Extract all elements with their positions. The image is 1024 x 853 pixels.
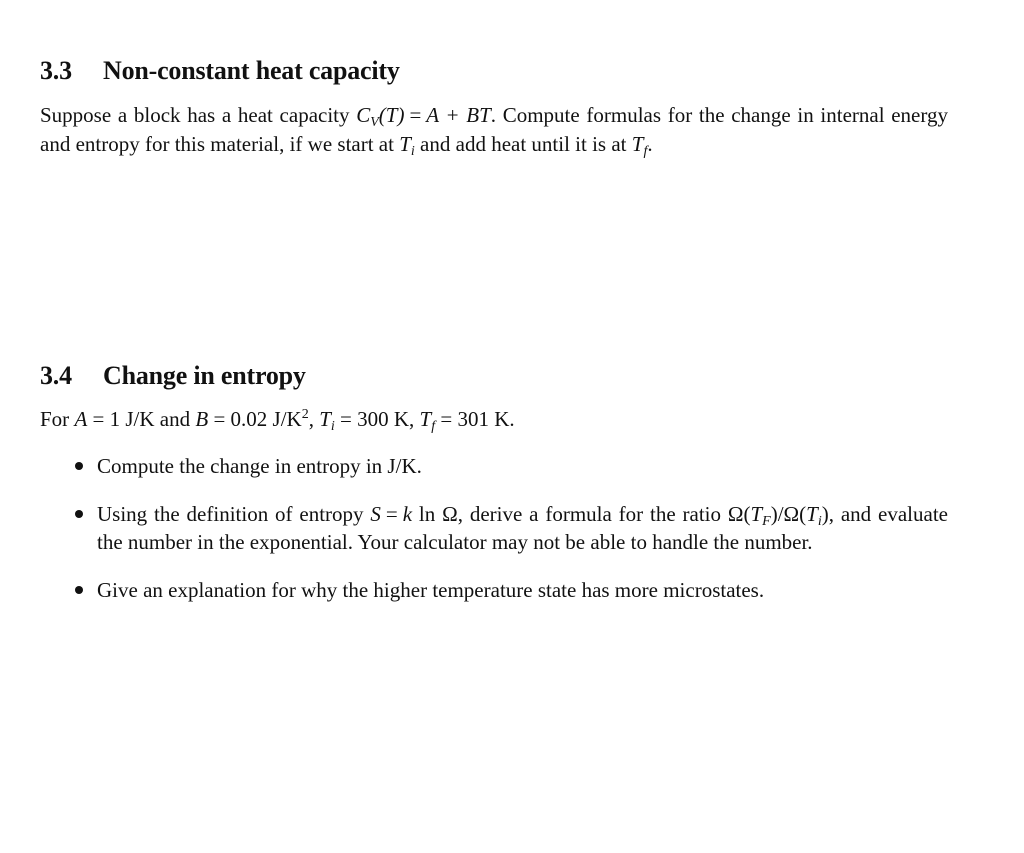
list-item (40, 500, 948, 556)
text-run: Suppose a block has a heat capacity (40, 103, 357, 127)
math-tF: $T_F$ (750, 501, 771, 529)
math-s: S (370, 501, 381, 526)
math-b: B (195, 407, 209, 431)
math-a: A (74, 407, 88, 431)
math-ti: $T_i$ (806, 501, 822, 529)
text-run: = 0.02 J/K (208, 407, 302, 431)
bullet-icon (75, 586, 83, 594)
section-number: 3.4 (40, 361, 72, 390)
math-tf: $T_f$ (419, 407, 436, 434)
section-title: Non-constant heat capacity (103, 56, 400, 85)
math-ti: $T_i$ (319, 407, 335, 434)
list-item (40, 452, 948, 480)
section-title: Change in entropy (103, 361, 306, 390)
list-item-text: Give an explanation for why the higher temperature state has more microstates. (97, 577, 765, 602)
given-values (40, 405, 948, 434)
text-run: For (40, 407, 75, 431)
math-tf: $T_f$ (631, 131, 648, 159)
bullet-icon (75, 510, 83, 518)
list-item-text: Compute the change in entropy in J/K. (97, 453, 422, 478)
problem-text (40, 101, 948, 158)
math-ln-omega: ln Ω (412, 501, 458, 526)
text-run: , (308, 407, 320, 431)
math-equals: = (385, 501, 398, 526)
text-run: = 1 J/K and (87, 407, 196, 431)
text-run: ), and evaluate the number in the exponential. Your calculator may not be able to handle the number. (97, 501, 948, 554)
section-heading (40, 359, 948, 393)
list-item (40, 576, 948, 604)
text-run: and add heat until it is at (414, 131, 632, 156)
math-equals: = (409, 103, 422, 127)
math-ti: $T_i$ (399, 131, 415, 159)
text-run: , derive a formula for the ratio Ω( (457, 501, 751, 526)
text-run: . Compute formulas for the change in internal energy and entropy for this material, if we start at (40, 103, 948, 156)
superscript: 2 (301, 407, 309, 422)
text-run: = 301 K. (435, 407, 515, 431)
section-number: 3.3 (40, 56, 72, 85)
section-3-4 (40, 359, 948, 624)
text-run: Using the definition of entropy (97, 501, 371, 526)
math-cv: $C_V(T)$ (356, 103, 405, 130)
text-run: = 300 K, (334, 407, 420, 431)
task-list (40, 452, 948, 604)
math-rhs: A + BT (426, 103, 491, 127)
section-3-3 (40, 54, 948, 158)
math-k: k (402, 501, 413, 526)
text-run: . (647, 131, 653, 156)
bullet-icon (75, 462, 83, 470)
section-heading (40, 54, 948, 88)
text-run: )/Ω( (770, 501, 807, 526)
